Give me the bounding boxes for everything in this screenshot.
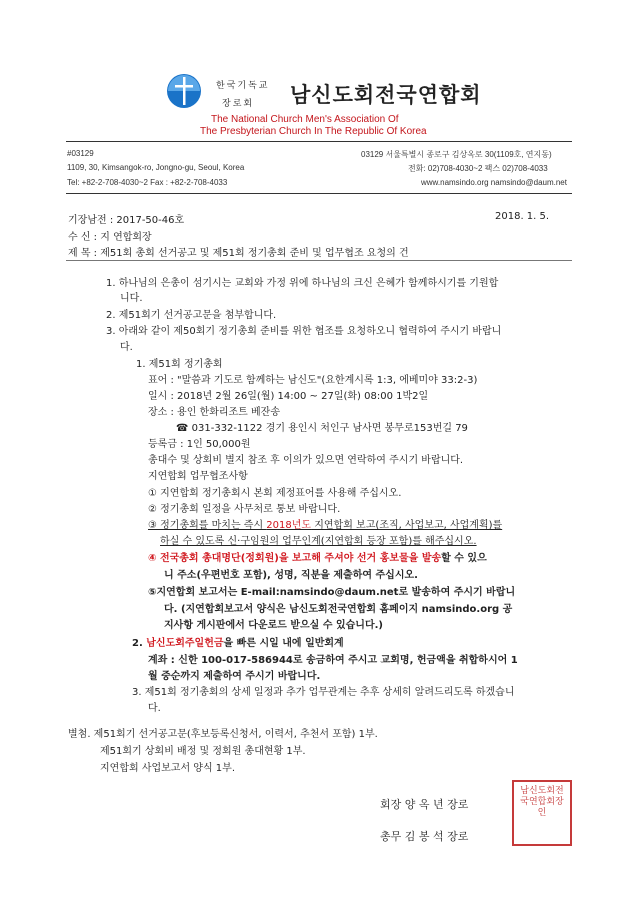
event-phone: ☎ 031-332-1122 경기 용인시 처인구 남사면 봉무로153번길 79 bbox=[176, 423, 468, 434]
attachment-3: 지연합회 사업보고서 양식 1부. bbox=[100, 763, 235, 774]
account-line-1: 계좌 : 신한 100-017-586944로 송금하여 주시고 교회명, 헌금액을 취합하시어 1 bbox=[148, 655, 518, 666]
para-3b: 다. bbox=[120, 342, 133, 353]
doc-number: 기장남전 : 2017-50-46호 bbox=[68, 215, 185, 226]
recipient: 수 신 : 지 연합회장 bbox=[68, 232, 152, 243]
president-signature: 회장 양 옥 년 장로 bbox=[380, 798, 469, 811]
coop-item-4a: ④ 전국총회 총대명단(정회원)을 보고해 주셔야 선거 홍보물을 발송할 수 있으 bbox=[148, 553, 487, 564]
right-address-1: 03129 서울특별시 종로구 김상옥로 30(1109호, 연지동) bbox=[361, 150, 552, 159]
registration-fee: 등록금 : 1인 50,000원 bbox=[148, 439, 251, 450]
theme: 표어 : "말씀과 기도로 함께하는 남신도"(요한계시록 1:3, 에베미야 33:2-3) bbox=[148, 375, 478, 386]
coop-item-4b: 니 주소(우편번호 포함), 성명, 직분을 제출하여 주십시오. bbox=[164, 570, 418, 581]
coop-item-5c: 지사항 게시판에서 다운로드 받으실 수 있습니다.) bbox=[164, 620, 383, 631]
left-address-1: #03129 bbox=[67, 149, 94, 158]
section-2-line: 2. 남신도회주일헌금을 빠른 시일 내에 일반회계 bbox=[132, 638, 344, 649]
event-date: 일시 : 2018년 2월 26일(월) 14:00 ~ 27일(화) 08:00 1박2일 bbox=[148, 391, 429, 402]
attachment-1: 별첨. 제51회기 선거공고문(후보등록신청서, 이력서, 추천서 포함) 1부. bbox=[68, 729, 378, 740]
attachment-2: 제51회기 상회비 배정 및 정회원 총대현황 1부. bbox=[100, 746, 306, 757]
section-3-line: 3. 제51회 정기총회의 상세 일정과 추가 업무관계는 추후 상세히 알려드리도록 하겠습니 bbox=[132, 687, 515, 698]
coop-item-3b: 하실 수 있도록 신·구임원의 업무인계(지연합회 등장 포함)를 해주십시오. bbox=[160, 536, 477, 547]
official-seal: 남신도회전국연합회장인 bbox=[512, 780, 572, 846]
left-address-3: Tel: +82-2-708-4030~2 Fax : +82-2-708-4033 bbox=[67, 178, 228, 187]
coop-item-5b: 다. (지연합회보고서 양식은 남신도회전국연합회 홈페이지 namsindo.org 공 bbox=[164, 604, 513, 615]
event-place: 장소 : 용인 한화리조트 베잔송 bbox=[148, 407, 281, 418]
right-address-2: 전화: 02)708-4030~2 팩스 02)708-4033 bbox=[408, 164, 548, 173]
doc-date: 2018. 1. 5. bbox=[495, 211, 550, 222]
coop-item-1: ① 지연합회 정기총회시 본회 제정표어를 사용해 주십시오. bbox=[148, 488, 402, 499]
secretary-signature: 총무 김 봉 석 장로 bbox=[380, 830, 469, 843]
subject: 제 목 : 제51회 총회 선거공고 및 제51회 정기총회 준비 및 업무협조 요청의 건 bbox=[68, 248, 409, 259]
header-small-line2: 장로회 bbox=[222, 99, 255, 109]
para-1a: 1. 하나님의 은총이 섬기시는 교회와 가정 위에 하나님의 크신 은혜가 함께하시기를 기원합 bbox=[106, 278, 499, 289]
coop-title: 지연합회 업무협조사항 bbox=[148, 471, 248, 482]
para-1b: 니다. bbox=[120, 293, 143, 304]
delegates-note: 총대수 및 상회비 별지 참조 후 이의가 있으면 연락하여 주시기 바랍니다. bbox=[148, 455, 464, 466]
report-year: 2018년도 bbox=[266, 520, 312, 531]
para-2: 2. 제51회기 선거공고문을 첨부합니다. bbox=[106, 310, 277, 321]
coop-item-5a: ⑤지연합회 보고서는 E-mail:namsindo@daum.net로 발송하여 주시기 바랍니 bbox=[148, 587, 516, 598]
para-3a: 3. 아래와 같이 제50회기 정기총회 준비를 위한 협조를 요청하오니 협력하여 주시기 바랍니 bbox=[106, 326, 502, 337]
section-1-title: 1. 제51회 정기총회 bbox=[136, 359, 223, 370]
right-address-3: www.namsindo.org namsindo@daum.net bbox=[421, 178, 567, 187]
account-line-2: 월 중순까지 제출하여 주시기 바랍니다. bbox=[148, 671, 321, 682]
eng-name-line1: The National Church Men's Association Of bbox=[211, 114, 399, 125]
address-rule bbox=[66, 193, 572, 194]
eng-name-line2: The Presbyterian Church In The Republic Of Korea bbox=[200, 126, 427, 137]
subject-rule bbox=[66, 260, 572, 261]
coop-item-2: ② 정기총회 일정을 사무처로 통보 바랍니다. bbox=[148, 504, 341, 515]
org-name: 남신도회전국연합회 bbox=[290, 82, 482, 107]
church-logo-icon bbox=[166, 73, 202, 109]
coop-item-3a: ③ 정기총회를 마치는 즉시 2018년도 지연합회 보고(조직, 사업보고, 사업계획)를 bbox=[148, 520, 503, 531]
header-rule bbox=[66, 141, 572, 142]
header-small-line1: 한국기독교 bbox=[216, 81, 270, 91]
section-3-line-b: 다. bbox=[148, 703, 161, 714]
left-address-2: 1109, 30, Kimsangok-ro, Jongno-gu, Seoul, Korea bbox=[67, 163, 245, 172]
